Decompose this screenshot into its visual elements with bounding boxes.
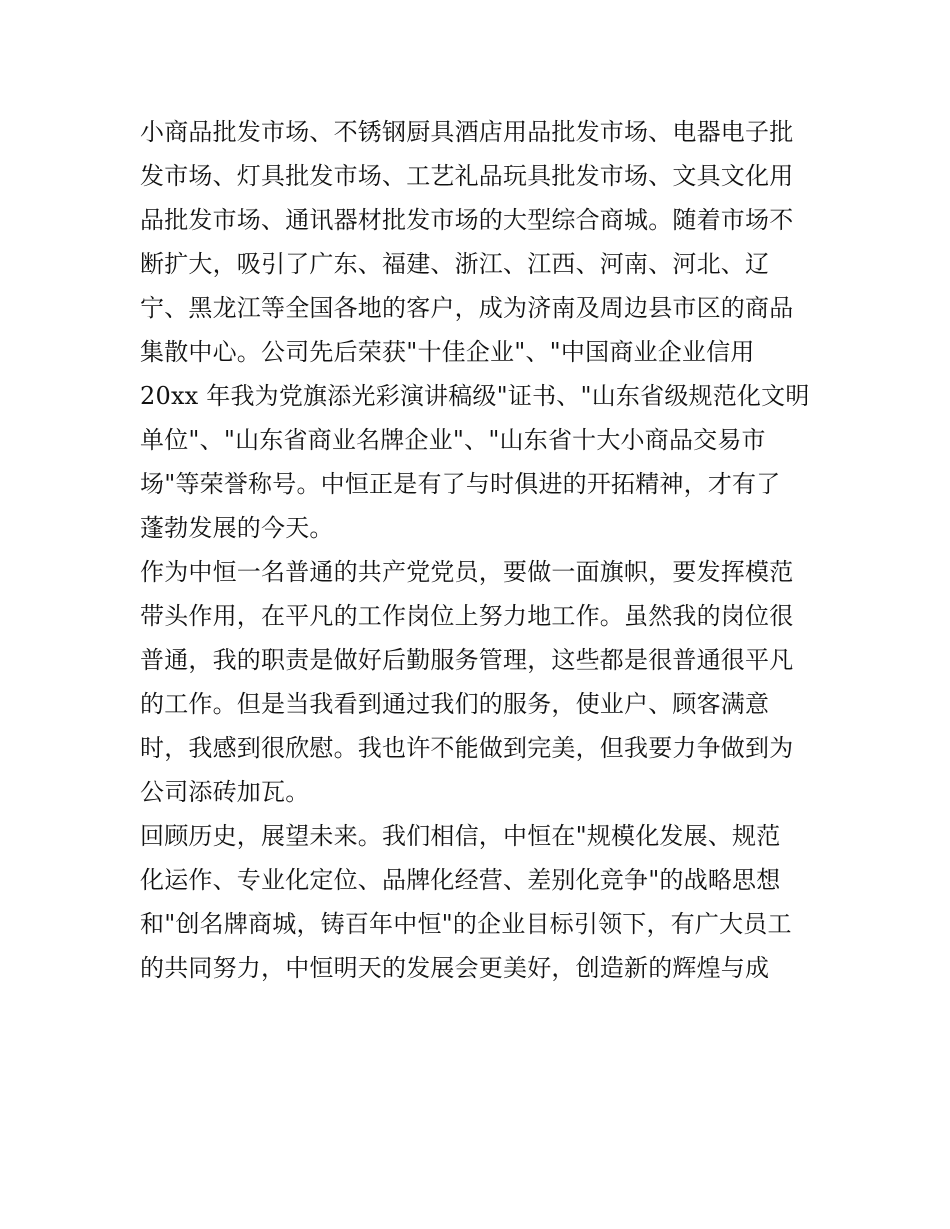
- text-line: 回顾历史，展望未来。我们相信，中恒在"规模化发展、规范: [140, 822, 781, 850]
- text-line: 普通，我的职责是做好后勤服务管理，这些都是很普通很平凡: [140, 646, 794, 674]
- text-line: 蓬勃发展的今天。: [140, 514, 334, 542]
- text-line: 宁、黑龙江等全国各地的客户，成为济南及周边县市区的商品: [140, 294, 794, 322]
- text-line: 的工作。但是当我看到通过我们的服务，使业户、顾客满意: [140, 690, 770, 718]
- text-line: 带头作用，在平凡的工作岗位上努力地工作。虽然我的岗位很: [140, 602, 794, 630]
- text-line: 品批发市场、通讯器材批发市场的大型综合商城。随着市场不: [140, 206, 794, 234]
- text-line: 作为中恒一名普通的共产党党员，要做一面旗帜，要发挥模范: [140, 558, 794, 586]
- text-line: 20xx 年我为党旗添光彩演讲稿级"证书、"山东省级规范化文明: [140, 382, 810, 410]
- document-body: [140, 110, 812, 990]
- text-line: 集散中心。公司先后荣获"十佳企业"、"中国商业企业信用: [140, 338, 755, 366]
- text-line: 化运作、专业化定位、品牌化经营、差别化竞争"的战略思想: [140, 866, 781, 894]
- text-line: 小商品批发市场、不锈钢厨具酒店用品批发市场、电器电子批: [140, 118, 794, 146]
- text-line: 和"创名牌商城，铸百年中恒"的企业目标引领下，有广大员工: [140, 910, 792, 938]
- text-line: 时，我感到很欣慰。我也许不能做到完美，但我要力争做到为: [140, 734, 794, 762]
- text-line: 公司添砖加瓦。: [140, 778, 310, 806]
- text-line: 的共同努力，中恒明天的发展会更美好，创造新的辉煌与成: [140, 954, 770, 982]
- text-line: 发市场、灯具批发市场、工艺礼品玩具批发市场、文具文化用: [140, 162, 794, 190]
- text-line: 场"等荣誉称号。中恒正是有了与时俱进的开拓精神，才有了: [140, 470, 781, 498]
- text-line: 单位"、"山东省商业名牌企业"、"山东省十大小商品交易市: [140, 426, 766, 454]
- text-line: 断扩大，吸引了广东、福建、浙江、江西、河南、河北、辽: [140, 250, 770, 278]
